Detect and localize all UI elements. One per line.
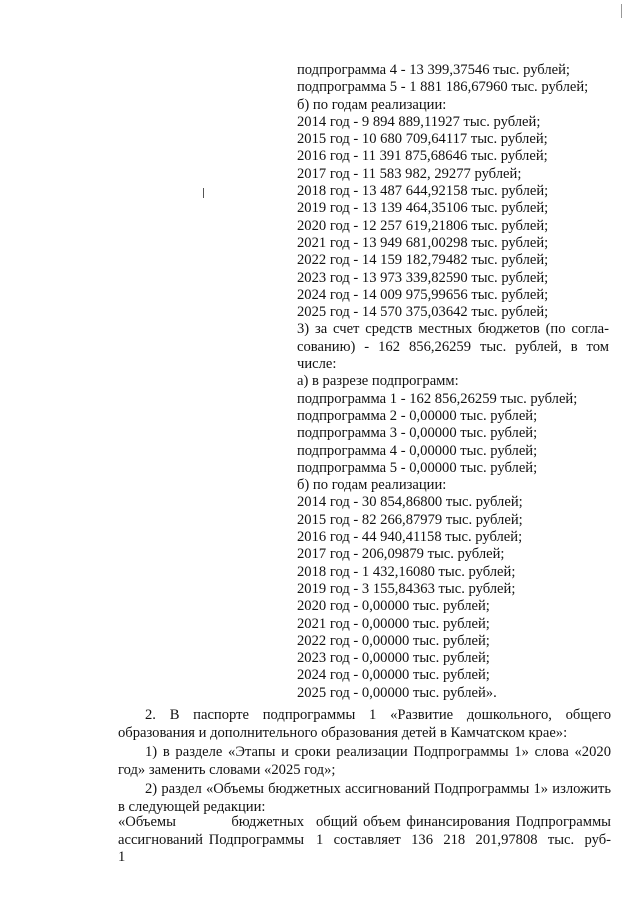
list-line: подпрограмма 5 - 0,00000 тыс. рублей; (297, 459, 538, 476)
list-line: подпрограмма 1 - 162 856,26259 тыс. рублей; (297, 390, 578, 407)
list-line: 2023 год - 0,00000 тыс. рублей; (297, 650, 490, 667)
list-line: 2021 год - 13 949 681,00298 тыс. рублей; (297, 234, 549, 251)
list-line: 2024 год - 0,00000 тыс. рублей; (297, 667, 490, 684)
funding-list (297, 62, 609, 702)
list-line: 2025 год - 0,00000 тыс. рублей». (297, 684, 497, 701)
table-cell-label: «Объемы бюджетных ассигнований Подпрограммы 1 (118, 814, 304, 865)
list-line: подпрограмма 4 - 13 399,37546 тыс. рублей; (297, 62, 570, 78)
scan-artifact (621, 4, 622, 18)
list-line: 2021 год - 0,00000 тыс. рублей; (297, 615, 490, 632)
paragraph: 1) в разделе «Этапы и сроки реализации Подпрограммы 1» слова «2020 год» заменить словами «2025 год»; (118, 744, 611, 778)
list-line: 2015 год - 10 680 709,64117 тыс. рублей; (297, 131, 548, 148)
list-line: 2017 год - 206,09879 тыс. рублей; (297, 546, 505, 563)
list-line: 3) за счет средств местных бюджетов (по согла- (297, 321, 609, 338)
list-line: 2016 год - 44 940,41158 тыс. рублей; (297, 529, 523, 546)
list-line: 2016 год - 11 391 875,68646 тыс. рублей; (297, 148, 548, 165)
list-line: 2022 год - 0,00000 тыс. рублей; (297, 632, 490, 649)
list-line: б) по годам реализации: (297, 477, 447, 494)
list-line: 2018 год - 1 432,16080 тыс. рублей; (297, 563, 516, 580)
scan-artifact (203, 188, 204, 198)
list-line: а) в разрезе подпрограмм: (297, 373, 459, 390)
amendment-text (118, 707, 611, 818)
paragraph: 2. В паспорте подпрограммы 1 «Развитие дошкольного, общего образования и дополнительного образования детей в Камчатском крае»: (118, 707, 611, 741)
table-cell-value: общий объем финансирования Подпрограммы 1 составляет 136 218 201,97808 тыс. руб- (316, 814, 611, 848)
list-line: 2020 год - 0,00000 тыс. рублей; (297, 598, 490, 615)
list-line: б) по годам реализации: (297, 96, 447, 113)
list-line: числе: (297, 356, 337, 373)
list-line: 2014 год - 30 854,86800 тыс. рублей; (297, 494, 523, 511)
list-line: подпрограмма 3 - 0,00000 тыс. рублей; (297, 425, 538, 442)
list-line: 2019 год - 13 139 464,35106 тыс. рублей; (297, 200, 549, 217)
list-line: 2017 год - 11 583 982, 29277 рублей; (297, 165, 522, 182)
list-line: 2018 год - 13 487 644,92158 тыс. рублей; (297, 183, 549, 200)
list-line: 2025 год - 14 570 375,03642 тыс. рублей; (297, 304, 549, 321)
list-line: 2019 год - 3 155,84363 тыс. рублей; (297, 580, 516, 597)
list-line: сованию) - 162 856,26259 тыс. рублей, в том (297, 338, 609, 355)
list-line: подпрограмма 5 - 1 881 186,67960 тыс. рублей; (297, 79, 589, 96)
list-line: 2024 год - 14 009 975,99656 тыс. рублей; (297, 286, 549, 303)
paragraph: 2) раздел «Объемы бюджетных ассигнований Подпрограммы 1» изложить в следующей редакции: (118, 781, 611, 815)
list-line: 2015 год - 82 266,87979 тыс. рублей; (297, 511, 523, 528)
list-line: подпрограмма 2 - 0,00000 тыс. рублей; (297, 407, 538, 424)
list-line: 2023 год - 13 973 339,82590 тыс. рублей; (297, 269, 549, 286)
list-line: подпрограмма 4 - 0,00000 тыс. рублей; (297, 442, 538, 459)
list-line: 2014 год - 9 894 889,11927 тыс. рублей; (297, 113, 541, 130)
list-line: 2020 год - 12 257 619,21806 тыс. рублей; (297, 217, 549, 234)
list-line: 2022 год - 14 159 182,79482 тыс. рублей; (297, 252, 549, 269)
